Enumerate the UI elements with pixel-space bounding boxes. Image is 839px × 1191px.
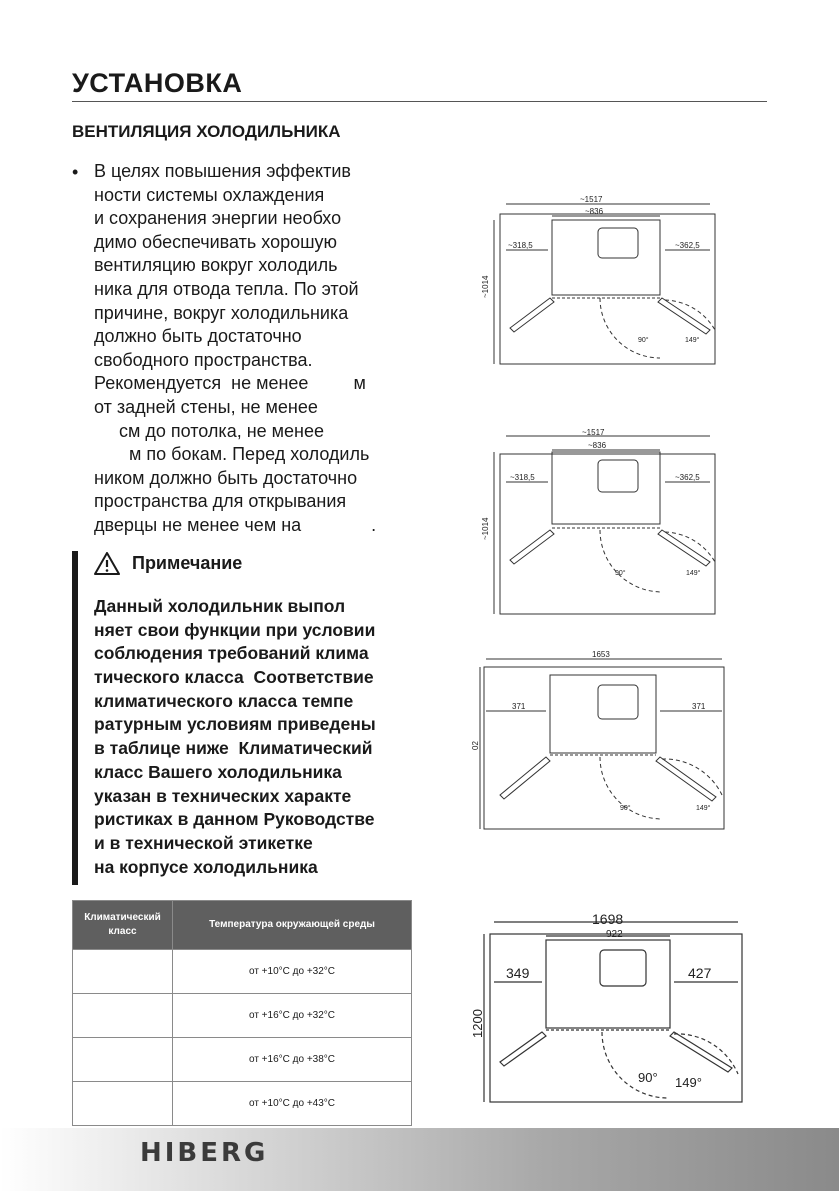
body-line: В целях повышения эффектив: [94, 161, 351, 181]
note-heading-label: Примечание: [132, 553, 243, 573]
body-line: дверцы не менее чем на .: [94, 514, 377, 535]
angle-label-a: 90°: [638, 1070, 658, 1085]
dim-total: 1653: [592, 650, 610, 659]
dim-right: 371: [692, 702, 706, 711]
note-line: в таблице ниже Климатический: [94, 738, 373, 759]
table-header-row: [73, 901, 412, 950]
table-row: [73, 950, 412, 994]
clearance-diagram-1: [470, 180, 730, 370]
body-line: Рекомендуется не менее м: [94, 373, 366, 394]
section-heading: ВЕНТИЛЯЦИЯ ХОЛОДИЛЬНИКА: [72, 122, 341, 141]
angle-label-a: 90°: [620, 805, 631, 812]
body-line: димо обеспечивать хорошую: [94, 231, 338, 252]
body-line: ником должно быть достаточно: [94, 467, 358, 488]
table-cell-class: [73, 1038, 173, 1082]
body-paragraph: [94, 160, 376, 538]
page-title: УСТАНОВКА: [72, 68, 243, 98]
note-line: Данный холодильник выпол: [94, 596, 346, 616]
angle-label-b: 149°: [675, 1075, 702, 1090]
note-heading: [94, 552, 242, 575]
note-sidebar-bar: [72, 551, 78, 885]
body-line: вентиляцию вокруг холодиль: [94, 255, 338, 276]
table-cell-class: [73, 1082, 173, 1126]
table-cell-temp: от +16°С до +32°С: [173, 994, 412, 1038]
warning-icon: [94, 552, 120, 575]
dim-left: ~318,5: [510, 473, 535, 482]
body-line: свободного пространства.: [94, 349, 313, 370]
note-line: на корпусе холодильника: [94, 856, 318, 877]
note-line: тического класса Соответствие: [94, 667, 374, 688]
body-line: см до потолка, не менее: [94, 420, 325, 441]
clearance-diagram-3: [470, 645, 730, 835]
dim-right: ~362,5: [675, 473, 700, 482]
table-cell-temp: от +10°С до +43°С: [173, 1082, 412, 1126]
dim-right: ~362,5: [675, 241, 700, 250]
body-line: м по бокам. Перед холодиль: [94, 444, 370, 465]
clearance-diagram-4: [470, 910, 755, 1110]
note-line: и в технической этикетке: [94, 832, 313, 853]
note-text: [94, 595, 376, 879]
body-line: причине, вокруг холодильника: [94, 302, 349, 323]
bullet-icon: •: [72, 162, 79, 182]
dim-left: ~318,5: [508, 241, 533, 250]
dim-width: 922: [606, 929, 623, 940]
table-row: [73, 1082, 412, 1126]
dim-left: 371: [512, 702, 526, 711]
note-line: соблюдения требований клима: [94, 643, 369, 664]
angle-label-b: 149°: [685, 337, 700, 344]
note-line: указан в технических характе: [94, 785, 352, 806]
body-line: пространства для открывания: [94, 491, 347, 512]
brand-logo: HIBERG: [140, 1138, 269, 1168]
angle-label-a: 90°: [638, 337, 649, 344]
table-header-cell: Климатический класс: [73, 901, 173, 950]
dim-total: ~1517: [582, 428, 605, 437]
footer-band: [0, 1128, 839, 1191]
body-line: ности системы охлаждения: [94, 184, 325, 205]
dim-depth: 02: [471, 741, 480, 750]
table-header-cell: Температура окружающей среды: [173, 901, 412, 950]
dim-depth: ~1014: [481, 517, 490, 540]
dim-right: 427: [688, 965, 712, 981]
note-line: няет свои функции при условии: [94, 619, 376, 640]
dim-width: ~836: [585, 207, 604, 216]
table-cell-class: [73, 994, 173, 1038]
body-line: ника для отвода тепла. По этой: [94, 278, 359, 299]
angle-label-b: 149°: [686, 570, 701, 577]
body-line: и сохранения энергии необхо: [94, 208, 342, 229]
table-cell-class: [73, 950, 173, 994]
note-line: ристиках в данном Руководстве: [94, 809, 375, 830]
angle-label-b: 149°: [696, 805, 711, 812]
climate-class-table: [72, 900, 412, 1126]
dim-total: 1698: [592, 911, 624, 927]
angle-label-a: 90°: [615, 570, 626, 577]
dim-depth: ~1014: [481, 275, 490, 298]
table-cell-temp: от +16°С до +38°С: [173, 1038, 412, 1082]
dim-depth: 1200: [470, 1009, 485, 1038]
dim-total: ~1517: [580, 195, 603, 204]
body-line: от задней стены, не менее: [94, 396, 318, 417]
dim-left: 349: [506, 965, 530, 981]
dim-width: ~836: [588, 441, 607, 450]
note-line: ратурным условиям приведены: [94, 714, 376, 735]
note-line: класс Вашего холодильника: [94, 761, 342, 782]
table-row: [73, 1038, 412, 1082]
note-line: климатического класса темпе: [94, 690, 354, 711]
title-divider: [72, 101, 767, 102]
body-line: должно быть достаточно: [94, 326, 302, 347]
clearance-diagram-2: [470, 420, 730, 620]
table-row: [73, 994, 412, 1038]
table-cell-temp: от +10°С до +32°С: [173, 950, 412, 994]
